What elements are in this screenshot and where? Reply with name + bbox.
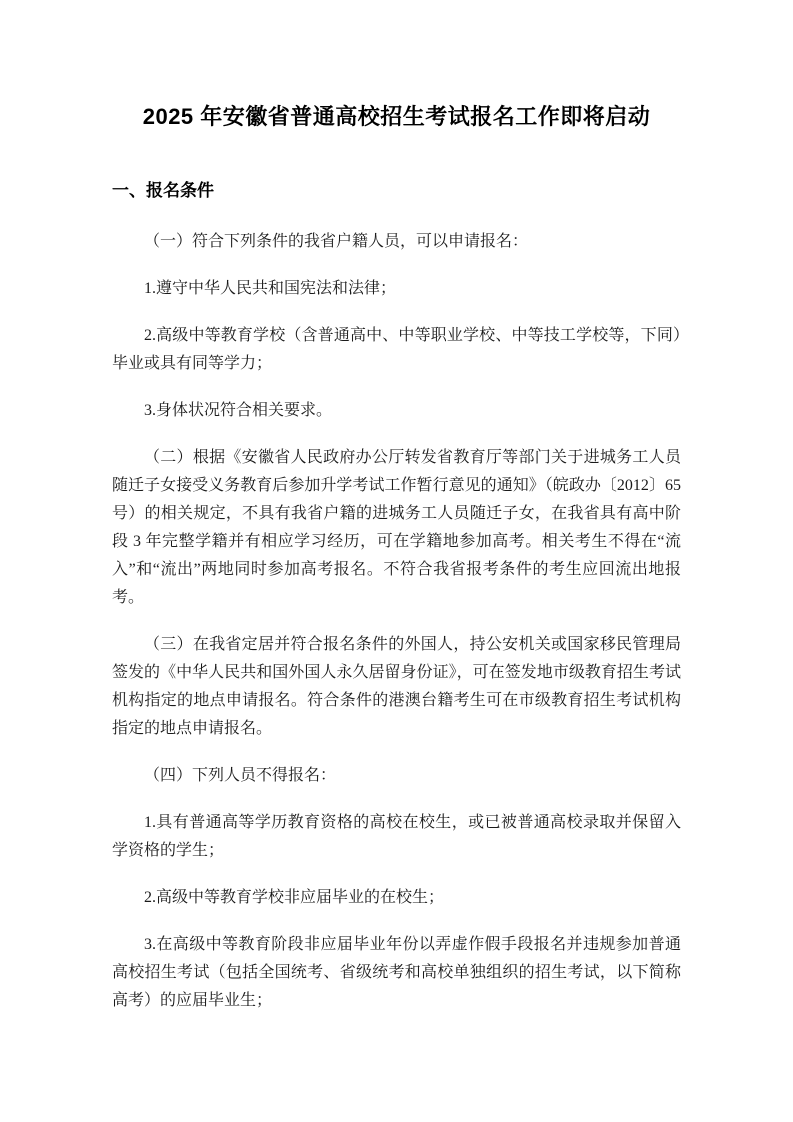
paragraph-item-2-migrant-workers-children: （二）根据《安徽省人民政府办公厅转发省教育厅等部门关于进城务工人员随迁子女接受义务教育后参加升学考试工作暂行意见的通知》（皖政办〔2012〕65 号）的相关规定，不具有我省户籍的进城务工人员随迁子女，在我省具有高中阶段 3 年完整学籍并有相应学习经历，可在学籍地参加高考。相关考生不得在“流入”和“流出”两地同时参加高考报名。不符合我省报考条件的考生应回流出地报考。 bbox=[112, 449, 681, 606]
paragraph-condition-3-physical: 3.身体状况符合相关要求。 bbox=[144, 402, 333, 419]
document-title: 2025 年安徽省普通高校招生考试报名工作即将启动 bbox=[142, 104, 651, 129]
paragraph-ineligible-2-non-graduating-students: 2.高级中等教育学校非应届毕业的在校生； bbox=[144, 889, 445, 906]
paragraph-condition-1-constitution: 1.遵守中华人民共和国宪法和法律； bbox=[144, 280, 397, 297]
section-heading-registration-conditions: 一、报名条件 bbox=[112, 181, 214, 200]
paragraph-ineligible-1-enrolled-students: 1.具有普通高等学历教育资格的高校在校生，或已被普通高校录取并保留入学资格的学生； bbox=[112, 814, 681, 859]
paragraph-condition-2-secondary-education: 2.高级中等教育学校（含普通高中、中等职业学校、中等技工学校等，下同）毕业或具有同等学力； bbox=[112, 327, 681, 372]
paragraph-item-4-ineligible-persons: （四）下列人员不得报名： bbox=[144, 767, 337, 784]
paragraph-ineligible-3-fraudulent-registration: 3.在高级中等教育阶段非应届毕业年份以弄虚作假手段报名并违规参加普通高校招生考试（包括全国统考、省级统考和高校单独组织的招生考试，以下简称高考）的应届毕业生； bbox=[112, 936, 681, 1009]
paragraph-item-3-foreigners-hk-macao-taiwan: （三）在我省定居并符合报名条件的外国人，持公安机关或国家移民管理局签发的《中华人民共和国外国人永久居留身份证》，可在签发地市级教育招生考试机构指定的地点申请报名。符合条件的港澳台籍考生可在市级教育招生考试机构指定的地点申请报名。 bbox=[112, 636, 681, 737]
paragraph-item-1-household-eligibility: （一）符合下列条件的我省户籍人员，可以申请报名： bbox=[144, 233, 529, 250]
